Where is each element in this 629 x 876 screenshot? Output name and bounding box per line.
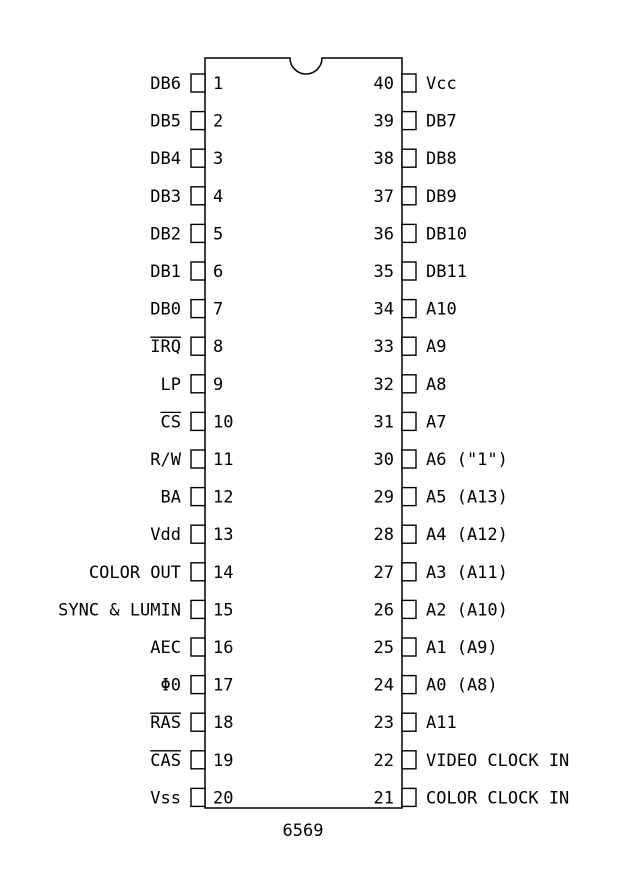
pin-label: DB10 [426, 224, 467, 245]
pin-number: 31 [373, 412, 394, 433]
pin-9 [161, 375, 224, 395]
right-pin-column [374, 74, 570, 808]
part-number-label: 6569 [282, 821, 324, 841]
pin-21 [374, 788, 570, 808]
pin-4 [150, 187, 223, 207]
pin-box [191, 525, 205, 543]
pin-box [191, 187, 205, 205]
pin-28 [374, 525, 508, 545]
pin-box [191, 74, 205, 92]
pin-label: CS [160, 412, 181, 433]
pin-box [402, 412, 416, 430]
pin-number: 16 [213, 638, 234, 658]
pin-number: 10 [213, 412, 234, 433]
pin-27 [374, 563, 508, 583]
pin-box [402, 788, 416, 806]
pin-label: IRQ [150, 337, 181, 358]
pin-13 [150, 525, 233, 545]
pin-label: RAS [150, 713, 181, 734]
pin-25 [374, 638, 498, 658]
pin-15 [58, 600, 233, 620]
pin-14 [89, 563, 234, 583]
pin-label: DB5 [150, 111, 181, 132]
pin-number: 32 [373, 374, 394, 395]
pin-number: 9 [213, 374, 224, 395]
pin-label: A8 [426, 374, 447, 395]
chip-body [205, 58, 402, 808]
pin-label: A11 [426, 713, 457, 734]
pin-box [191, 676, 205, 694]
pin-label: Vcc [426, 74, 457, 94]
pin-number: 14 [213, 562, 234, 583]
pin-box [402, 713, 416, 731]
pin-label: A3 (A11) [426, 562, 508, 583]
pin-38 [374, 149, 457, 169]
pin-box [191, 375, 205, 393]
pin-box [402, 563, 416, 581]
pin-box [402, 262, 416, 280]
pin-box [191, 450, 205, 468]
pin-number: 36 [373, 224, 394, 245]
pin-36 [374, 224, 467, 244]
pin-number: 5 [213, 224, 224, 245]
pin-2 [150, 112, 223, 132]
pin-label: Φ0 [160, 675, 181, 696]
pin-box [402, 187, 416, 205]
pin-label: AEC [150, 638, 181, 658]
pin-number: 4 [213, 186, 224, 207]
pin-label: A4 (A12) [426, 525, 508, 546]
pin-box [402, 638, 416, 656]
pin-number: 12 [213, 487, 234, 508]
pin-box [191, 563, 205, 581]
pin-number: 3 [213, 149, 224, 170]
pin-1 [150, 74, 223, 94]
pin-label: COLOR OUT [88, 562, 181, 583]
pin-11 [150, 450, 233, 470]
pin-number: 40 [373, 74, 394, 94]
pin-number: 25 [373, 638, 394, 658]
pin-number: 22 [373, 750, 394, 771]
pin-label: A1 (A9) [426, 638, 498, 658]
pin-number: 29 [373, 487, 394, 508]
pin-label: R/W [150, 450, 181, 470]
pin-number: 39 [373, 111, 394, 132]
pin-label: A10 [426, 299, 457, 320]
pin-label: Vss [150, 788, 181, 809]
pin-6 [150, 262, 223, 282]
pin-number: 2 [213, 111, 224, 132]
pin-label: DB6 [150, 74, 181, 94]
pin-box [402, 676, 416, 694]
pin-box [191, 713, 205, 731]
pin-label: DB0 [150, 299, 181, 320]
pin-number: 8 [213, 337, 224, 358]
pin-number: 28 [373, 525, 394, 546]
pin-26 [374, 600, 508, 620]
pin-label: A0 (A8) [426, 675, 498, 696]
pin-label: VIDEO CLOCK IN [426, 750, 570, 771]
pin-box [402, 600, 416, 618]
pin-35 [374, 262, 467, 282]
pin-box [402, 74, 416, 92]
pin-label: COLOR CLOCK IN [426, 788, 570, 809]
pin-34 [374, 300, 457, 320]
pin-box [402, 300, 416, 318]
pin-box [191, 638, 205, 656]
pin-box [402, 149, 416, 167]
pin-box [402, 488, 416, 506]
pin-number: 35 [373, 262, 394, 282]
pin-24 [374, 676, 498, 696]
pin-label: DB4 [150, 149, 181, 170]
pin-number: 37 [373, 186, 394, 207]
pin-box [191, 112, 205, 130]
pin-box [191, 262, 205, 280]
pin-label: LP [160, 374, 181, 395]
pin-number: 38 [373, 149, 394, 170]
pin-box [191, 788, 205, 806]
pin-label: DB11 [426, 262, 467, 282]
pin-label: CAS [150, 750, 181, 771]
pin-box [402, 525, 416, 543]
pin-number: 34 [373, 299, 394, 320]
pin-label: BA [160, 487, 181, 508]
pin-5 [150, 224, 223, 244]
pin-17 [161, 676, 234, 696]
pin-37 [374, 187, 457, 207]
pin-number: 20 [213, 788, 234, 809]
pin-box [191, 224, 205, 242]
pin-label: A9 [426, 337, 447, 358]
pin-number: 19 [213, 750, 234, 771]
pin-30 [374, 450, 508, 470]
pin-20 [150, 788, 233, 808]
pin-box [191, 149, 205, 167]
pin-19 [150, 751, 233, 771]
pin-number: 6 [213, 262, 224, 282]
pin-number: 21 [373, 788, 394, 809]
pin-label: A7 [426, 412, 447, 433]
pin-box [191, 600, 205, 618]
pin-18 [150, 713, 233, 733]
pin-12 [161, 488, 234, 508]
pin-16 [150, 638, 233, 658]
pin-box [402, 224, 416, 242]
pin-7 [150, 300, 223, 320]
pin-number: 11 [213, 450, 234, 470]
pin-number: 15 [213, 600, 234, 621]
pin-box [191, 488, 205, 506]
pin-number: 17 [213, 675, 234, 696]
pin-label: A2 (A10) [426, 600, 508, 621]
pin-box [191, 751, 205, 769]
pin-29 [374, 488, 508, 508]
left-pin-column [58, 74, 233, 808]
pin-label: DB2 [150, 224, 181, 245]
pin-8 [150, 337, 223, 357]
pin-number: 13 [213, 525, 234, 546]
pin-number: 7 [213, 299, 224, 320]
pin-22 [374, 751, 570, 771]
pin-number: 1 [213, 74, 224, 94]
pin-label: A6 ("1") [426, 450, 508, 470]
pin-label: DB3 [150, 186, 181, 207]
pin-label: DB9 [426, 186, 457, 207]
pin-box [191, 337, 205, 355]
pin-label: SYNC & LUMIN [58, 600, 181, 621]
pin-number: 30 [373, 450, 394, 470]
pin-number: 23 [373, 713, 394, 734]
pin-number: 18 [213, 713, 234, 734]
pin-31 [374, 412, 447, 432]
pin-label: DB8 [426, 149, 457, 170]
pin-number: 24 [373, 675, 394, 696]
pin-box [191, 300, 205, 318]
chip-outline [205, 58, 402, 808]
pin-number: 26 [373, 600, 394, 621]
pin-10 [161, 412, 234, 432]
pin-40 [374, 74, 457, 94]
pin-number: 27 [373, 562, 394, 583]
pin-box [191, 412, 205, 430]
pin-label: DB7 [426, 111, 457, 132]
pin-box [402, 375, 416, 393]
pin-39 [374, 112, 457, 132]
pin-label: Vdd [150, 525, 181, 546]
pin-label: DB1 [150, 262, 181, 282]
pin-box [402, 751, 416, 769]
pin-number: 33 [373, 337, 394, 358]
pin-box [402, 450, 416, 468]
pin-23 [374, 713, 457, 733]
pin-33 [374, 337, 447, 357]
pin-label: A5 (A13) [426, 487, 508, 508]
pin-box [402, 337, 416, 355]
pin-3 [150, 149, 223, 169]
pin-box [402, 112, 416, 130]
pin-32 [374, 375, 447, 395]
